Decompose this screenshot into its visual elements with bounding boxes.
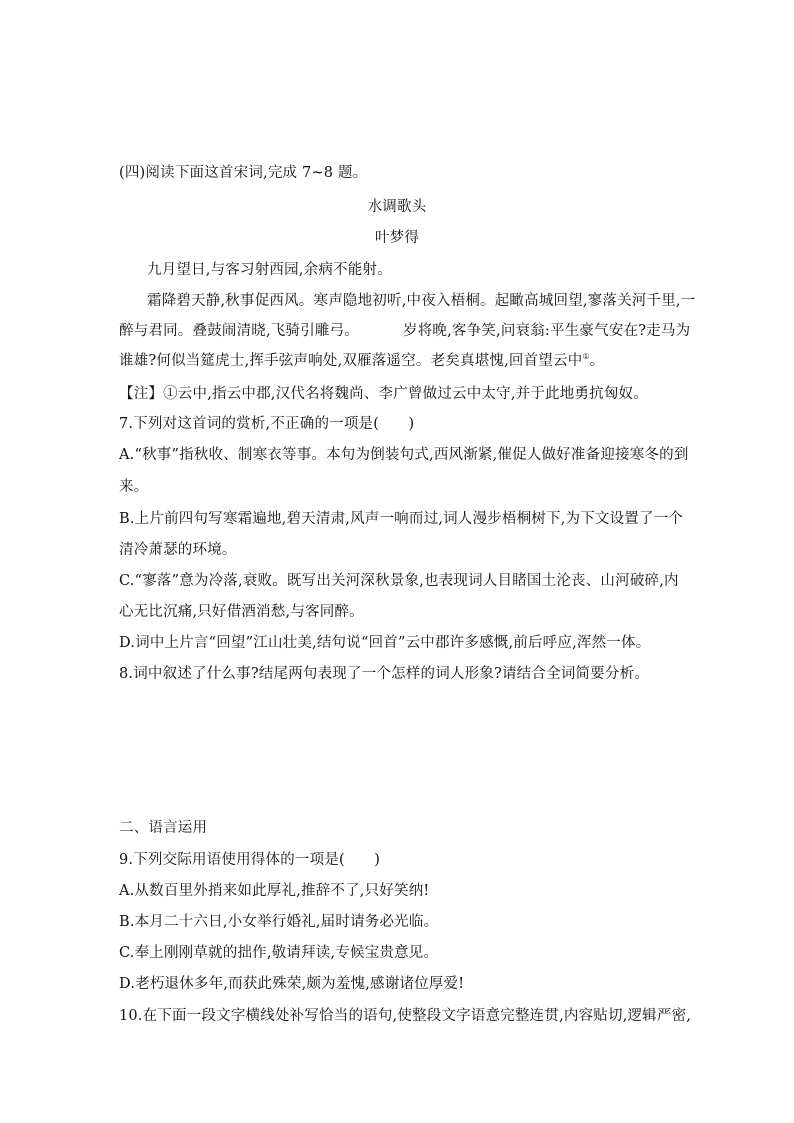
question-7-option-b: B.上片前四句写寒霜遍地,碧天清肃,风声一响而过,词人漫步梧桐树下,为下文设置了一个 (119, 511, 684, 527)
question-7-option-a-cont: 来。 (119, 479, 149, 495)
poem-line-2-part-a: 醉与君同。叠鼓闹清晓,飞骑引雕弓。 (119, 323, 360, 339)
question-7-option-c: C.“寥落”意为冷落,衰败。既写出关河深秋景象,也表现词人目睹国土沦丧、山河破碎,内 (119, 573, 679, 589)
poem-line-2 (119, 321, 690, 341)
poem-author: 叶梦得 (374, 230, 420, 246)
poem-line-3 (119, 351, 604, 371)
poem-note: 【注】①云中,指云中郡,汉代名将魏尚、李广曾做过云中太守,并于此地勇抗匈奴。 (119, 386, 648, 402)
poem-preface: 九月望日,与客习射西园,余病不能射。 (147, 262, 392, 278)
poem-title: 水调歌头 (367, 199, 427, 215)
question-9-option-a: A.从数百里外捎来如此厚礼,推辞不了,只好笑纳! (119, 883, 430, 899)
question-10-stem: 10.在下面一段文字横线处补写恰当的语句,使整段文字语意完整连贯,内容贴切,逻辑严密, (119, 1008, 692, 1024)
question-9-stem: 9.下列交际用语使用得体的一项是( ) (119, 852, 381, 868)
poem-line-3-end: 。 (589, 353, 605, 369)
question-7-option-b-cont: 清冷萧瑟的环境。 (119, 542, 237, 558)
poem-line-1: 霜降碧天静,秋事促西风。寒声隐地初听,中夜入梧桐。起瞰高城回望,寥落关河千里,一 (147, 293, 696, 309)
question-9-option-c: C.奉上刚刚草就的拙作,敬请拜读,专候宝贵意见。 (119, 945, 439, 961)
question-7-option-d: D.词中上片言“回望”江山壮美,结句说“回首”云中郡许多感慨,前后呼应,浑然一体。 (119, 635, 651, 651)
question-7-option-a: A.“秋事”指秋收、制寒衣等事。本句为倒装句式,西风渐紧,催促人做好准备迎接寒冬的到 (119, 447, 689, 463)
question-7-stem: 7.下列对这首词的赏析,不正确的一项是( ) (119, 416, 415, 432)
section-heading: 二、语言运用 (119, 820, 208, 836)
question-9-option-b: B.本月二十六日,小女举行婚礼,届时请务必光临。 (119, 914, 439, 930)
footnote-mark: ① (582, 352, 590, 361)
poem-line-2-part-b: 岁将晚,客争笑,问衰翁:平生豪气安在?走马为 (403, 323, 691, 339)
question-8: 8.词中叙述了什么事?结尾两句表现了一个怎样的词人形象?请结合全词简要分析。 (119, 666, 649, 682)
section-intro: (四)阅读下面这首宋词,完成 7~8 题。 (119, 165, 368, 181)
poem-line-3-text: 谁雄?何似当筵虎士,挥手弦声响处,双雁落遥空。老矣真堪愧,回首望云中 (119, 353, 583, 369)
question-7-option-c-cont: 心无比沉痛,只好借酒消愁,与客同醉。 (119, 604, 364, 620)
question-9-option-d: D.老朽退休多年,而获此殊荣,颇为羞愧,感谢诸位厚爱! (119, 976, 465, 992)
